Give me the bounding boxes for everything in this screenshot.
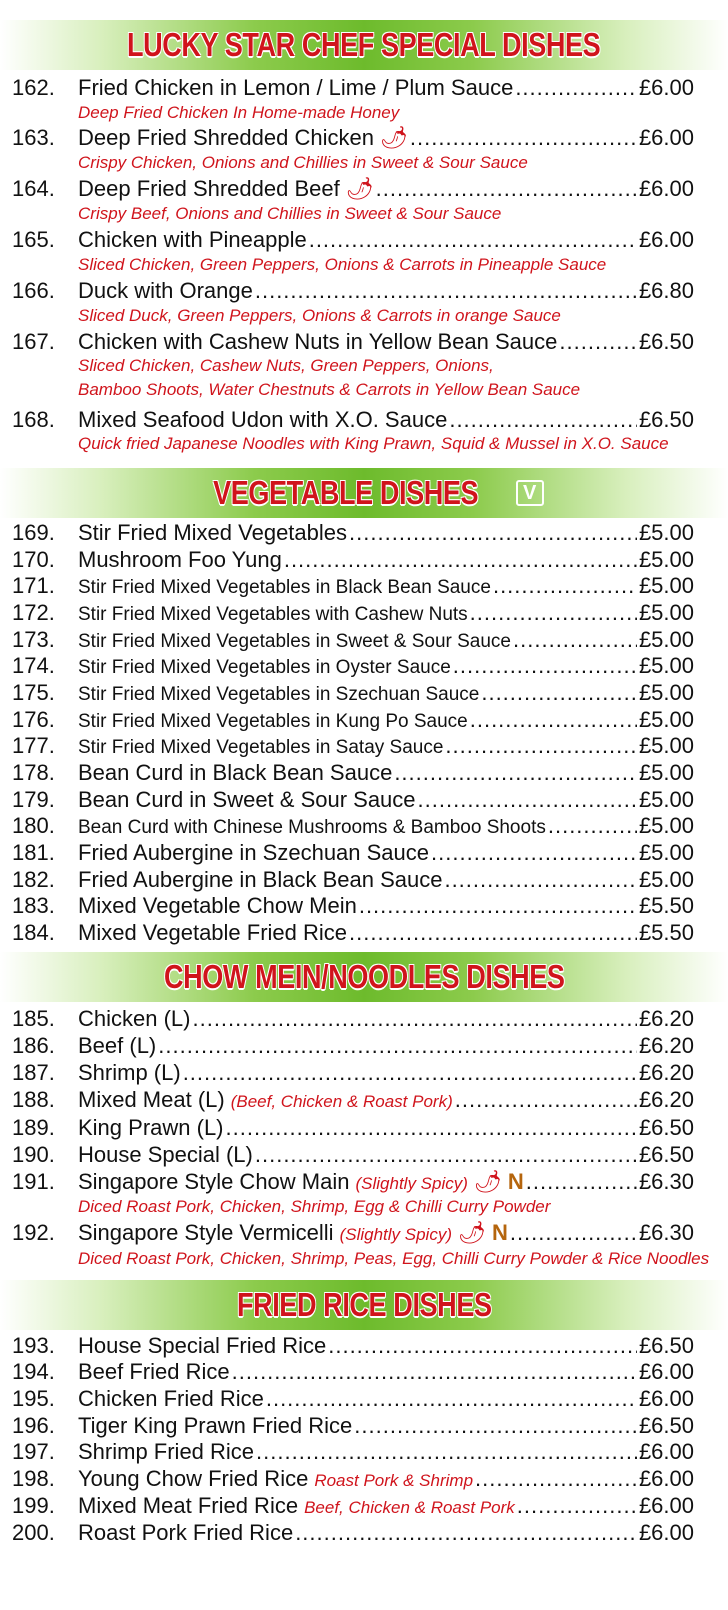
item-price: £6.50 [638, 1413, 694, 1438]
item-name: Mushroom Foo Yung [78, 547, 282, 572]
item-price: £6.30 [638, 1220, 694, 1245]
item-number: 174. [12, 653, 55, 678]
item-price: £6.50 [638, 329, 694, 354]
item-name: Mixed Vegetable Fried Rice [78, 920, 348, 945]
item-name: Shrimp (L) [78, 1060, 181, 1085]
item-price: £6.00 [638, 1493, 694, 1518]
item-name: Young Chow Fried Rice [78, 1466, 309, 1491]
item-price: £5.00 [638, 813, 694, 838]
item-note: (Slightly Spicy) [355, 1174, 468, 1193]
item-name: Deep Fried Shredded Chicken [78, 125, 374, 150]
item-number: 193. [12, 1333, 55, 1358]
section-title: CHOW MEIN/NOODLES DISHES [163, 958, 565, 995]
item-number: 199. [12, 1493, 55, 1518]
dot-leader [493, 573, 637, 599]
item-name: Chicken Fried Rice [78, 1386, 264, 1411]
dot-leader [295, 1520, 637, 1546]
chilli-icon: 🌶 [379, 125, 408, 150]
chilli-icon: 🌶 [345, 176, 374, 201]
item-name: Stir Fried Mixed Vegetables in Szechuan Sauce [78, 684, 480, 705]
item-name: House Special Fried Rice [78, 1333, 327, 1358]
menu-item [12, 1359, 694, 1385]
item-name: Mixed Meat (L) [78, 1087, 225, 1112]
item-price: £5.00 [638, 600, 694, 625]
item-name: Fried Aubergine in Szechuan Sauce [78, 840, 430, 865]
item-name: King Prawn (L) [78, 1115, 224, 1140]
item-name: Beef (L) [78, 1033, 157, 1058]
dot-leader [444, 867, 636, 893]
item-number: 164. [12, 176, 55, 201]
menu-item [12, 867, 694, 893]
section-title: LUCKY STAR CHEF SPECIAL DISHES [127, 26, 601, 63]
dot-leader [349, 520, 637, 546]
item-price: £5.00 [638, 653, 694, 678]
menu-item [12, 787, 694, 813]
item-name: Chicken with Pineapple [78, 227, 307, 252]
menu-item [12, 627, 694, 655]
item-description: Crispy Chicken, Onions and Chillies in Sweet & Sour Sauce [78, 153, 528, 172]
item-number: 171. [12, 573, 55, 598]
item-price: £6.20 [638, 1060, 694, 1085]
item-price: £5.50 [638, 920, 694, 945]
item-number: 180. [12, 813, 55, 838]
item-number: 162. [12, 75, 55, 100]
dot-leader [232, 1359, 637, 1385]
item-number: 200. [12, 1520, 55, 1545]
item-description: Bamboo Shoots, Water Chestnuts & Carrots in Yellow Bean Sauce [78, 380, 581, 399]
item-number: 197. [12, 1439, 55, 1464]
menu-item [12, 520, 694, 546]
item-number: 173. [12, 627, 55, 652]
item-number: 192. [12, 1220, 55, 1245]
item-name: Stir Fried Mixed Vegetables with Cashew Nuts [78, 604, 468, 625]
item-number: 176. [12, 707, 55, 732]
menu-item [12, 920, 694, 946]
item-number: 179. [12, 787, 55, 812]
item-note: Roast Pork & Shrimp [314, 1471, 474, 1490]
item-price: £5.00 [638, 573, 694, 598]
item-number: 169. [12, 520, 55, 545]
item-number: 163. [12, 125, 55, 150]
chilli-icon: 🌶 [458, 1220, 486, 1245]
menu-item [12, 1520, 694, 1546]
dot-leader [515, 75, 637, 101]
dot-leader [192, 1006, 636, 1032]
item-name: Beef Fried Rice [78, 1359, 230, 1384]
dot-leader [255, 278, 637, 304]
menu-item [12, 1493, 694, 1521]
item-name: Fried Aubergine in Black Bean Sauce [78, 867, 443, 892]
dot-leader [349, 920, 637, 946]
menu-item [12, 733, 694, 761]
menu-item [12, 1006, 694, 1032]
item-number: 196. [12, 1413, 55, 1438]
dot-leader [256, 1439, 637, 1465]
item-number: 190. [12, 1142, 55, 1167]
item-number: 170. [12, 547, 55, 572]
menu-item [12, 680, 694, 708]
chilli-icon: 🌶 [473, 1169, 502, 1194]
menu-item [12, 1169, 694, 1197]
dot-leader [455, 1087, 637, 1113]
item-price: £6.50 [638, 1115, 694, 1140]
dot-leader [475, 1466, 637, 1492]
item-name: Bean Curd in Black Bean Sauce [78, 760, 393, 785]
dot-leader [526, 1169, 637, 1195]
item-name: Mixed Vegetable Chow Mein [78, 893, 357, 918]
item-price: £5.00 [638, 707, 694, 732]
item-price: £5.00 [638, 547, 694, 572]
item-price: £6.00 [638, 227, 694, 252]
menu-item [12, 125, 694, 151]
section-title: VEGETABLE DISHES [213, 474, 479, 511]
item-number: 175. [12, 680, 55, 705]
item-name: Singapore Style Vermicelli [78, 1220, 334, 1245]
item-number: 177. [12, 733, 55, 758]
dot-leader [418, 787, 637, 813]
vegetarian-icon: V [516, 480, 544, 506]
item-name: Stir Fried Mixed Vegetables in Satay Sauce [78, 737, 444, 758]
item-price: £6.00 [638, 1466, 694, 1491]
item-description: Diced Roast Pork, Chicken, Shrimp, Egg & Chilli Curry Powder [78, 1197, 551, 1216]
dot-leader [517, 1493, 637, 1519]
menu-item [12, 1142, 694, 1168]
item-number: 198. [12, 1466, 55, 1491]
item-price: £6.50 [638, 1333, 694, 1358]
item-number: 188. [12, 1087, 55, 1112]
dot-leader [255, 1142, 637, 1168]
menu-item [12, 1333, 694, 1359]
dot-leader [376, 176, 637, 202]
section-banner-vegetable [0, 468, 728, 518]
menu-item [12, 227, 694, 253]
item-number: 181. [12, 840, 55, 865]
dot-leader [183, 1060, 637, 1086]
item-name: Roast Pork Fried Rice [78, 1520, 294, 1545]
item-description: Crispy Beef, Onions and Chillies in Sweet & Sour Sauce [78, 204, 502, 223]
dot-leader [453, 653, 637, 679]
item-description: Sliced Chicken, Cashew Nuts, Green Peppers, Onions, [78, 356, 494, 375]
menu-item [12, 600, 694, 628]
menu-item [12, 278, 694, 304]
item-description: Sliced Chicken, Green Peppers, Onions & Carrots in Pineapple Sauce [78, 255, 607, 274]
item-price: £6.20 [638, 1006, 694, 1031]
menu-item [12, 1220, 694, 1248]
menu-item [12, 653, 694, 681]
item-price: £5.00 [638, 680, 694, 705]
menu-item [12, 840, 694, 866]
item-note: (Slightly Spicy) [339, 1225, 452, 1244]
item-number: 194. [12, 1359, 55, 1384]
item-price: £6.00 [638, 1359, 694, 1384]
item-name: Singapore Style Chow Main [78, 1169, 350, 1194]
item-price: £5.00 [638, 867, 694, 892]
item-name: Mixed Seafood Udon with X.O. Sauce [78, 407, 448, 432]
menu-item [12, 813, 694, 841]
item-description: Diced Roast Pork, Chicken, Shrimp, Peas, Egg, Chilli Curry Powder & Rice Noodles [78, 1249, 710, 1268]
item-number: 166. [12, 278, 55, 303]
menu-item [12, 1439, 694, 1465]
dot-leader [158, 1033, 637, 1059]
item-number: 187. [12, 1060, 55, 1085]
item-number: 186. [12, 1033, 55, 1058]
item-name: Stir Fried Mixed Vegetables [78, 520, 348, 545]
nut-icon: N [507, 1169, 524, 1194]
item-note: Beef, Chicken & Roast Pork [304, 1498, 515, 1517]
menu-item [12, 893, 694, 919]
menu-item [12, 1033, 694, 1059]
item-name: Chicken with Cashew Nuts in Yellow Bean Sauce [78, 329, 558, 354]
item-price: £5.00 [638, 733, 694, 758]
item-name: Chicken (L) [78, 1006, 191, 1031]
item-price: £6.50 [638, 1142, 694, 1167]
dot-leader [394, 760, 637, 786]
item-name: Mixed Meat Fried Rice [78, 1493, 299, 1518]
dot-leader [449, 407, 637, 433]
item-name: House Special (L) [78, 1142, 253, 1167]
dot-leader [266, 1386, 637, 1412]
item-name: Duck with Orange [78, 278, 253, 303]
menu-item [12, 760, 694, 786]
item-number: 168. [12, 407, 55, 432]
item-price: £6.00 [638, 1439, 694, 1464]
section-banner-chow-mein [0, 952, 728, 1002]
section-title: FRIED RICE DISHES [236, 1286, 492, 1323]
item-name: Tiger King Prawn Fried Rice [78, 1413, 353, 1438]
dot-leader [284, 547, 637, 573]
item-price: £6.00 [638, 176, 694, 201]
item-number: 165. [12, 227, 55, 252]
menu-item [12, 1413, 694, 1439]
dot-leader [359, 893, 637, 919]
nut-icon: N [491, 1220, 508, 1245]
item-number: 184. [12, 920, 55, 945]
dot-leader [445, 733, 637, 759]
item-name: Deep Fried Shredded Beef [78, 176, 340, 201]
item-name: Stir Fried Mixed Vegetables in Oyster Sauce [78, 657, 451, 678]
item-note: (Beef, Chicken & Roast Pork) [230, 1092, 453, 1111]
item-price: £6.20 [638, 1087, 694, 1112]
menu-item [12, 75, 694, 101]
item-number: 189. [12, 1115, 55, 1140]
item-name: Stir Fried Mixed Vegetables in Kung Po Sauce [78, 711, 468, 732]
item-name: Stir Fried Mixed Vegetables in Black Bean Sauce [78, 577, 491, 598]
section-banner-chef-special [0, 20, 728, 70]
menu-item [12, 1386, 694, 1412]
menu-item [12, 573, 694, 601]
item-price: £5.00 [638, 787, 694, 812]
item-name: Bean Curd with Chinese Mushrooms & Bamboo Shoots [78, 817, 546, 838]
item-price: £5.00 [638, 840, 694, 865]
item-price: £6.30 [638, 1169, 694, 1194]
dot-leader [510, 1220, 637, 1246]
item-price: £6.50 [638, 407, 694, 432]
dot-leader [431, 840, 637, 866]
item-number: 183. [12, 893, 55, 918]
menu-item [12, 407, 694, 433]
item-name: Fried Chicken in Lemon / Lime / Plum Sauce [78, 75, 514, 100]
menu-item [12, 1115, 694, 1141]
item-price: £6.00 [638, 75, 694, 100]
item-number: 172. [12, 600, 55, 625]
item-name: Bean Curd in Sweet & Sour Sauce [78, 787, 416, 812]
item-number: 195. [12, 1386, 55, 1411]
item-number: 178. [12, 760, 55, 785]
item-price: £6.00 [638, 1520, 694, 1545]
section-banner-fried-rice [0, 1280, 728, 1330]
dot-leader [481, 680, 637, 706]
item-price: £5.00 [638, 520, 694, 545]
menu-item [12, 1060, 694, 1086]
item-number: 191. [12, 1169, 55, 1194]
menu-item [12, 547, 694, 573]
item-price: £6.80 [638, 278, 694, 303]
menu-item [12, 329, 694, 355]
item-number: 185. [12, 1006, 55, 1031]
dot-leader [226, 1115, 637, 1141]
dot-leader [354, 1413, 637, 1439]
menu-item [12, 1087, 694, 1115]
menu-item [12, 1466, 694, 1494]
item-price: £6.20 [638, 1033, 694, 1058]
menu-item [12, 707, 694, 735]
item-price: £5.50 [638, 893, 694, 918]
item-name: Stir Fried Mixed Vegetables in Sweet & Sour Sauce [78, 631, 512, 652]
item-number: 182. [12, 867, 55, 892]
dot-leader [470, 707, 637, 733]
item-price: £6.00 [638, 125, 694, 150]
menu-item [12, 176, 694, 202]
item-price: £5.00 [638, 627, 694, 652]
dot-leader [559, 329, 637, 355]
dot-leader [309, 227, 637, 253]
dot-leader [410, 125, 637, 151]
item-description: Sliced Duck, Green Peppers, Onions & Carrots in orange Sauce [78, 306, 561, 325]
item-description: Quick fried Japanese Noodles with King Prawn, Squid & Mussel in X.O. Sauce [78, 434, 669, 453]
item-price: £5.00 [638, 760, 694, 785]
item-name: Shrimp Fried Rice [78, 1439, 255, 1464]
item-price: £6.00 [638, 1386, 694, 1411]
dot-leader [328, 1333, 637, 1359]
dot-leader [548, 813, 637, 839]
item-number: 167. [12, 329, 55, 354]
item-description: Deep Fried Chicken In Home-made Honey [78, 103, 400, 122]
dot-leader [513, 627, 637, 653]
dot-leader [470, 600, 637, 626]
